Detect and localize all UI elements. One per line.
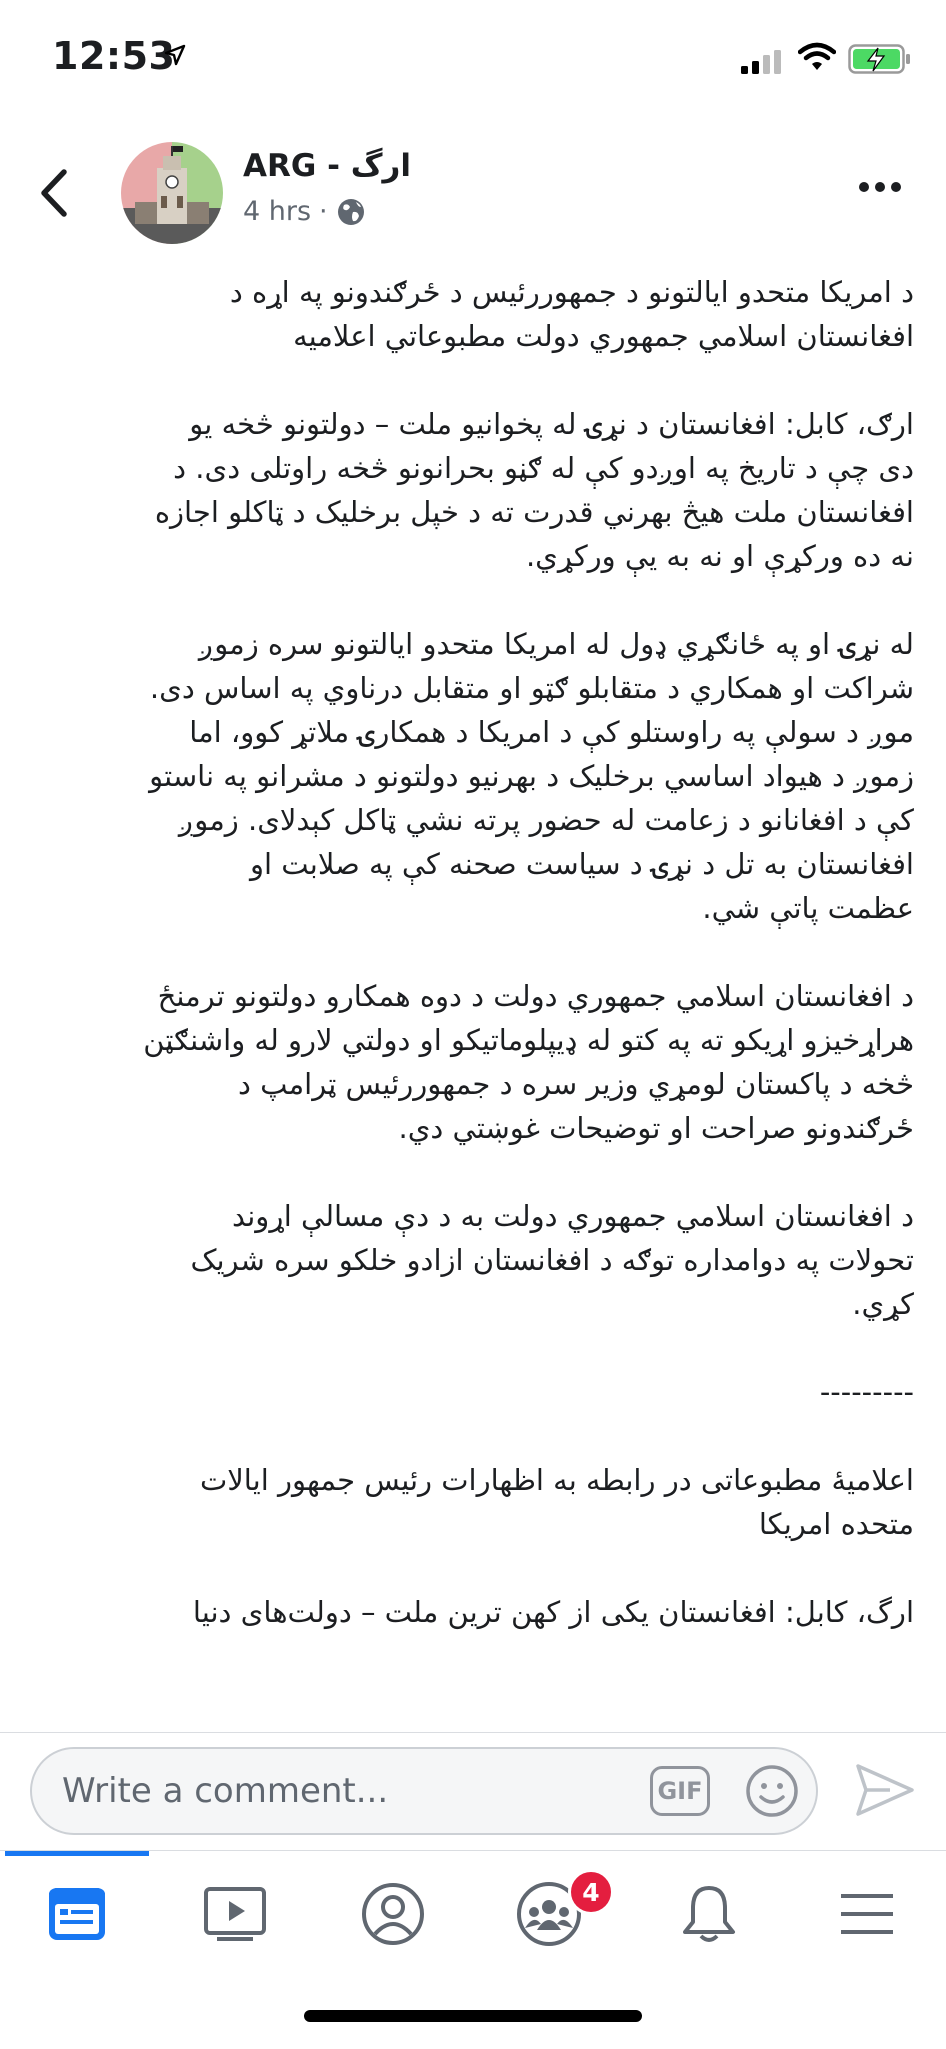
post-paragraph: د امریکا متحدو ایالتونو د جمهوررئیس د ځرګندونو په اړه د افغانستان اسلامي جمهوري دولت مطبوعاتي اعلامیه: [229, 275, 914, 353]
post-header: [0, 130, 946, 260]
signal-icon: [741, 50, 785, 74]
post-paragraph: د افغانستان اسلامي جمهوري دولت د دوه همکارو دولتونو ترمنځ هراړخیزو اړیکو ته په کتو له ډیپلوماتیکو او دولتي لارو له واشنګټن څخه د پاکستان لومړي وزیر سره د جمهوررئیس ټرامپ د ځرګندونو صراحت او توضیحات غوښتي دي.: [143, 979, 914, 1145]
page-name[interactable]: ARG - ارگ: [243, 148, 411, 184]
arg-palace-avatar-icon: [121, 142, 223, 244]
comment-placeholder: Write a comment...: [62, 1771, 389, 1811]
menu-icon: [839, 1890, 895, 1938]
post-paragraph: له نړۍ او په ځانګړي ډول له امریکا متحدو ایالتونو سره زموږ شراکت او همکاري د متقابلو ګټو او متقابل درناوي په اساس دی. موږ د سولې په راوستلو کې د امریکا د همکارۍ ملاتړ کوو، اما زموږ د هیواد اساسي برخلیک د بهرنیو دولتونو د مشرانو په ناستو کې د افغانانو د زعامت له حضور پرته نشي ټاکل کېدلای. زموږ افغانستان به تل د نړۍ د سیاست صحنه کې په صلابت او عظمت پاتې شي.: [149, 627, 914, 925]
tab-menu[interactable]: [830, 1877, 904, 1951]
wifi-icon: [798, 42, 836, 72]
post-text: [36, 270, 914, 1728]
divider: [0, 1732, 946, 1733]
tab-watch[interactable]: [198, 1877, 272, 1951]
more-options-icon[interactable]: [858, 180, 902, 194]
post-separator: ---------: [819, 1375, 914, 1409]
post-meta: [243, 196, 366, 227]
post-paragraph: ارگ، کابل: افغانستان یکی از کهن ترین ملت – دولت‌های دنیا: [192, 1595, 914, 1629]
profile-icon: [361, 1882, 425, 1946]
comment-input[interactable]: [30, 1747, 818, 1835]
tab-profile[interactable]: [356, 1877, 430, 1951]
active-tab-indicator: [5, 1851, 149, 1856]
tab-notifications[interactable]: [672, 1877, 746, 1951]
location-arrow-icon: [164, 44, 186, 66]
post-paragraph: اعلامیۀ مطبوعاتی در رابطه به اظهارات رئیس جمهور ایالات متحده امریکا: [199, 1463, 914, 1541]
back-arrow-icon[interactable]: [38, 168, 70, 218]
post-paragraph: ارګ، کابل: افغانستان د نړۍ له پخوانیو ملت – دولتونو څخه یو دی چې د تاریخ په اوږدو کې له ګڼو بحرانونو څخه راوتلی دی. د افغانستان ملت هیڅ بهرني قدرت ته د خپل برخلیک د ټاکلو اجازه نه ده ورکړې او نه به یې ورکړي.: [154, 407, 914, 573]
home-indicator[interactable]: [304, 2010, 642, 2022]
tab-news-feed[interactable]: [40, 1877, 114, 1951]
meta-separator: ·: [319, 196, 328, 227]
status-time: 12:53: [52, 34, 176, 78]
globe-icon: [336, 197, 366, 227]
video-icon: [203, 1886, 267, 1942]
send-icon[interactable]: [854, 1760, 916, 1820]
page-avatar[interactable]: [121, 142, 223, 244]
gif-button[interactable]: GIF: [650, 1766, 710, 1816]
groups-notification-badge: 4: [568, 1869, 614, 1915]
bell-icon: [681, 1882, 737, 1946]
battery-charging-icon: [848, 44, 912, 74]
emoji-icon[interactable]: [744, 1763, 800, 1819]
post-paragraph: د افغانستان اسلامي جمهوري دولت به د دې مسالې اړوند تحولات په دوامداره توګه د افغانستان ازادو خلکو سره شریک کړي.: [190, 1199, 914, 1321]
status-bar: [0, 0, 946, 120]
post-time[interactable]: 4 hrs: [243, 196, 312, 227]
feed-icon: [47, 1886, 107, 1942]
